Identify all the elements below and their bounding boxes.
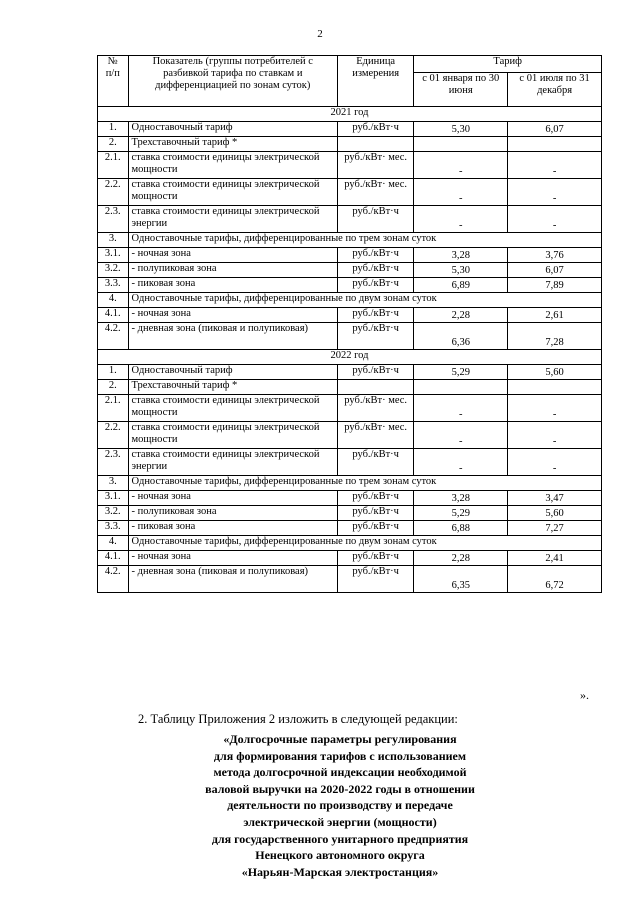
table-row bbox=[98, 137, 602, 152]
tariff-h2-cell: 7,89 bbox=[508, 278, 602, 293]
tariff-h2-cell: 6,72 bbox=[508, 566, 602, 593]
tariff-h1-cell: 5,30 bbox=[414, 122, 508, 137]
indicator-cell: ставка стоимости единицы электрической мощности bbox=[128, 395, 337, 422]
title-line: для государственного унитарного предприятия bbox=[211, 831, 469, 846]
tariff-table bbox=[97, 55, 602, 593]
instruction-text: 2. Таблицу Приложения 2 изложить в следующей редакции: bbox=[138, 712, 458, 726]
tariff-h1-cell: 5,29 bbox=[414, 365, 508, 380]
table-row bbox=[98, 491, 602, 506]
tariff-h2-cell: 7,27 bbox=[508, 521, 602, 536]
table-row bbox=[98, 206, 602, 233]
tariff-h2-cell: 6,07 bbox=[508, 122, 602, 137]
unit-cell: руб./кВт·ч bbox=[337, 521, 413, 536]
header-unit: Единица измерения bbox=[337, 56, 413, 107]
table-row bbox=[98, 263, 602, 278]
header-period-2: с 01 июля по 31 декабря bbox=[508, 73, 602, 107]
table-row bbox=[98, 422, 602, 449]
title-line: электрической энергии (мощности) bbox=[243, 814, 437, 829]
indicator-cell: ставка стоимости единицы электрической энергии bbox=[128, 449, 337, 476]
closing-quote: ». bbox=[580, 688, 589, 702]
row-number: 2.1. bbox=[98, 395, 129, 422]
unit-cell: руб./кВт·ч bbox=[337, 263, 413, 278]
tariff-h1-cell bbox=[414, 137, 508, 152]
row-number: 1. bbox=[98, 122, 129, 137]
tariff-h2-cell: 7,28 bbox=[508, 323, 602, 350]
category-label: Одноставочные тарифы, дифференцированные по двум зонам суток bbox=[128, 536, 601, 551]
table-row bbox=[98, 248, 602, 263]
row-number: 2.2. bbox=[98, 179, 129, 206]
header-num: № п/п bbox=[98, 56, 129, 107]
category-row bbox=[98, 233, 602, 248]
tariff-h1-cell bbox=[414, 380, 508, 395]
row-number: 4. bbox=[98, 293, 129, 308]
tariff-h2-cell: 2,41 bbox=[508, 551, 602, 566]
row-number: 3.1. bbox=[98, 491, 129, 506]
category-row bbox=[98, 476, 602, 491]
unit-cell bbox=[337, 380, 413, 395]
category-label: Одноставочные тарифы, дифференцированные по трем зонам суток bbox=[128, 233, 601, 248]
tariff-h1-cell: - bbox=[414, 422, 508, 449]
tariff-h1-cell: 2,28 bbox=[414, 308, 508, 323]
indicator-cell: Трехставочный тариф * bbox=[128, 380, 337, 395]
unit-cell: руб./кВт·ч bbox=[337, 491, 413, 506]
row-number: 3.1. bbox=[98, 248, 129, 263]
category-label: Одноставочные тарифы, дифференцированные по двум зонам суток bbox=[128, 293, 601, 308]
tariff-h2-cell: 3,76 bbox=[508, 248, 602, 263]
indicator-cell: - пиковая зона bbox=[128, 521, 337, 536]
unit-cell: руб./кВт·ч bbox=[337, 365, 413, 380]
unit-cell: руб./кВт· мес. bbox=[337, 395, 413, 422]
indicator-cell: - дневная зона (пиковая и полупиковая) bbox=[128, 566, 337, 593]
header-tariff: Тариф bbox=[414, 56, 602, 73]
header-indicator: Показатель (группы потребителей с разбивкой тарифа по ставкам и дифференциацией по зонам суток) bbox=[128, 56, 337, 107]
row-number: 2.3. bbox=[98, 449, 129, 476]
indicator-cell: - ночная зона bbox=[128, 248, 337, 263]
tariff-h1-cell: - bbox=[414, 179, 508, 206]
table-row bbox=[98, 395, 602, 422]
unit-cell bbox=[337, 137, 413, 152]
title-line: для формирования тарифов с использованием bbox=[213, 748, 467, 763]
table-row bbox=[98, 122, 602, 137]
indicator-cell: - ночная зона bbox=[128, 551, 337, 566]
unit-cell: руб./кВт·ч bbox=[337, 278, 413, 293]
year-row bbox=[98, 350, 602, 365]
indicator-cell: - полупиковая зона bbox=[128, 506, 337, 521]
indicator-cell: ставка стоимости единицы электрической энергии bbox=[128, 206, 337, 233]
title-line: Ненецкого автономного округа bbox=[255, 848, 425, 863]
row-number: 4.2. bbox=[98, 566, 129, 593]
row-number: 4.1. bbox=[98, 551, 129, 566]
indicator-cell: - пиковая зона bbox=[128, 278, 337, 293]
tariff-h2-cell: - bbox=[508, 179, 602, 206]
category-row bbox=[98, 536, 602, 551]
indicator-cell: - дневная зона (пиковая и полупиковая) bbox=[128, 323, 337, 350]
unit-cell: руб./кВт·ч bbox=[337, 449, 413, 476]
row-number: 2.1. bbox=[98, 152, 129, 179]
row-number: 3.3. bbox=[98, 521, 129, 536]
indicator-cell: ставка стоимости единицы электрической мощности bbox=[128, 152, 337, 179]
appendix-title bbox=[140, 731, 540, 880]
tariff-h2-cell: 5,60 bbox=[508, 365, 602, 380]
tariff-h1-cell: - bbox=[414, 449, 508, 476]
table-row bbox=[98, 179, 602, 206]
table-row bbox=[98, 566, 602, 593]
table-row bbox=[98, 380, 602, 395]
year-label: 2021 год bbox=[98, 107, 602, 122]
unit-cell: руб./кВт·ч bbox=[337, 323, 413, 350]
unit-cell: руб./кВт·ч bbox=[337, 551, 413, 566]
table-row bbox=[98, 278, 602, 293]
row-number: 3.2. bbox=[98, 263, 129, 278]
tariff-h2-cell: - bbox=[508, 422, 602, 449]
title-line: «Нарьян-Марская электростанция» bbox=[241, 864, 439, 879]
title-line: деятельности по производству и передаче bbox=[227, 798, 453, 813]
tariff-h1-cell: 3,28 bbox=[414, 491, 508, 506]
indicator-cell: - ночная зона bbox=[128, 308, 337, 323]
tariff-h1-cell: 5,30 bbox=[414, 263, 508, 278]
tariff-h1-cell: 6,89 bbox=[414, 278, 508, 293]
unit-cell: руб./кВт·ч bbox=[337, 122, 413, 137]
row-number: 3. bbox=[98, 233, 129, 248]
tariff-h2-cell: - bbox=[508, 395, 602, 422]
year-label: 2022 год bbox=[98, 350, 602, 365]
table-row bbox=[98, 365, 602, 380]
tariff-h2-cell: 3,47 bbox=[508, 491, 602, 506]
tariff-h2-cell: - bbox=[508, 206, 602, 233]
table-row bbox=[98, 506, 602, 521]
indicator-cell: - полупиковая зона bbox=[128, 263, 337, 278]
title-line: «Долгосрочные параметры регулирования bbox=[223, 732, 457, 746]
row-number: 4.1. bbox=[98, 308, 129, 323]
tariff-h2-cell: - bbox=[508, 152, 602, 179]
indicator-cell: ставка стоимости единицы электрической мощности bbox=[128, 179, 337, 206]
tariff-h1-cell: - bbox=[414, 206, 508, 233]
tariff-h2-cell bbox=[508, 380, 602, 395]
tariff-h1-cell: 2,28 bbox=[414, 551, 508, 566]
unit-cell: руб./кВт·ч bbox=[337, 248, 413, 263]
unit-cell: руб./кВт·ч bbox=[337, 206, 413, 233]
unit-cell: руб./кВт·ч bbox=[337, 308, 413, 323]
table-row bbox=[98, 449, 602, 476]
row-number: 3. bbox=[98, 476, 129, 491]
row-number: 4.2. bbox=[98, 323, 129, 350]
table-row bbox=[98, 323, 602, 350]
tariff-h1-cell: 3,28 bbox=[414, 248, 508, 263]
tariff-h2-cell: - bbox=[508, 449, 602, 476]
row-number: 2. bbox=[98, 380, 129, 395]
indicator-cell: Трехставочный тариф * bbox=[128, 137, 337, 152]
category-label: Одноставочные тарифы, дифференцированные по трем зонам суток bbox=[128, 476, 601, 491]
unit-cell: руб./кВт· мес. bbox=[337, 152, 413, 179]
unit-cell: руб./кВт· мес. bbox=[337, 422, 413, 449]
row-number: 2.3. bbox=[98, 206, 129, 233]
unit-cell: руб./кВт·ч bbox=[337, 506, 413, 521]
tariff-h2-cell: 2,61 bbox=[508, 308, 602, 323]
year-row bbox=[98, 107, 602, 122]
title-line: валовой выручки на 2020-2022 годы в отношении bbox=[205, 781, 475, 796]
tariff-h2-cell bbox=[508, 137, 602, 152]
category-row bbox=[98, 293, 602, 308]
row-number: 3.2. bbox=[98, 506, 129, 521]
table-row bbox=[98, 152, 602, 179]
tariff-h2-cell: 5,60 bbox=[508, 506, 602, 521]
indicator-cell: - ночная зона bbox=[128, 491, 337, 506]
row-number: 3.3. bbox=[98, 278, 129, 293]
header-period-1: с 01 января по 30 июня bbox=[414, 73, 508, 107]
tariff-h2-cell: 6,07 bbox=[508, 263, 602, 278]
indicator-cell: ставка стоимости единицы электрической мощности bbox=[128, 422, 337, 449]
table-row bbox=[98, 551, 602, 566]
row-number: 2.2. bbox=[98, 422, 129, 449]
tariff-h1-cell: 6,36 bbox=[414, 323, 508, 350]
tariff-h1-cell: 5,29 bbox=[414, 506, 508, 521]
indicator-cell: Одноставочный тариф bbox=[128, 365, 337, 380]
tariff-h1-cell: 6,35 bbox=[414, 566, 508, 593]
unit-cell: руб./кВт·ч bbox=[337, 566, 413, 593]
tariff-h1-cell: - bbox=[414, 152, 508, 179]
indicator-cell: Одноставочный тариф bbox=[128, 122, 337, 137]
table-row bbox=[98, 308, 602, 323]
row-number: 2. bbox=[98, 137, 129, 152]
title-line: метода долгосрочной индексации необходимой bbox=[213, 765, 467, 780]
unit-cell: руб./кВт· мес. bbox=[337, 179, 413, 206]
row-number: 1. bbox=[98, 365, 129, 380]
tariff-table-body bbox=[98, 107, 602, 593]
table-row bbox=[98, 521, 602, 536]
tariff-h1-cell: - bbox=[414, 395, 508, 422]
tariff-h1-cell: 6,88 bbox=[414, 521, 508, 536]
page-number: 2 bbox=[317, 28, 323, 40]
row-number: 4. bbox=[98, 536, 129, 551]
